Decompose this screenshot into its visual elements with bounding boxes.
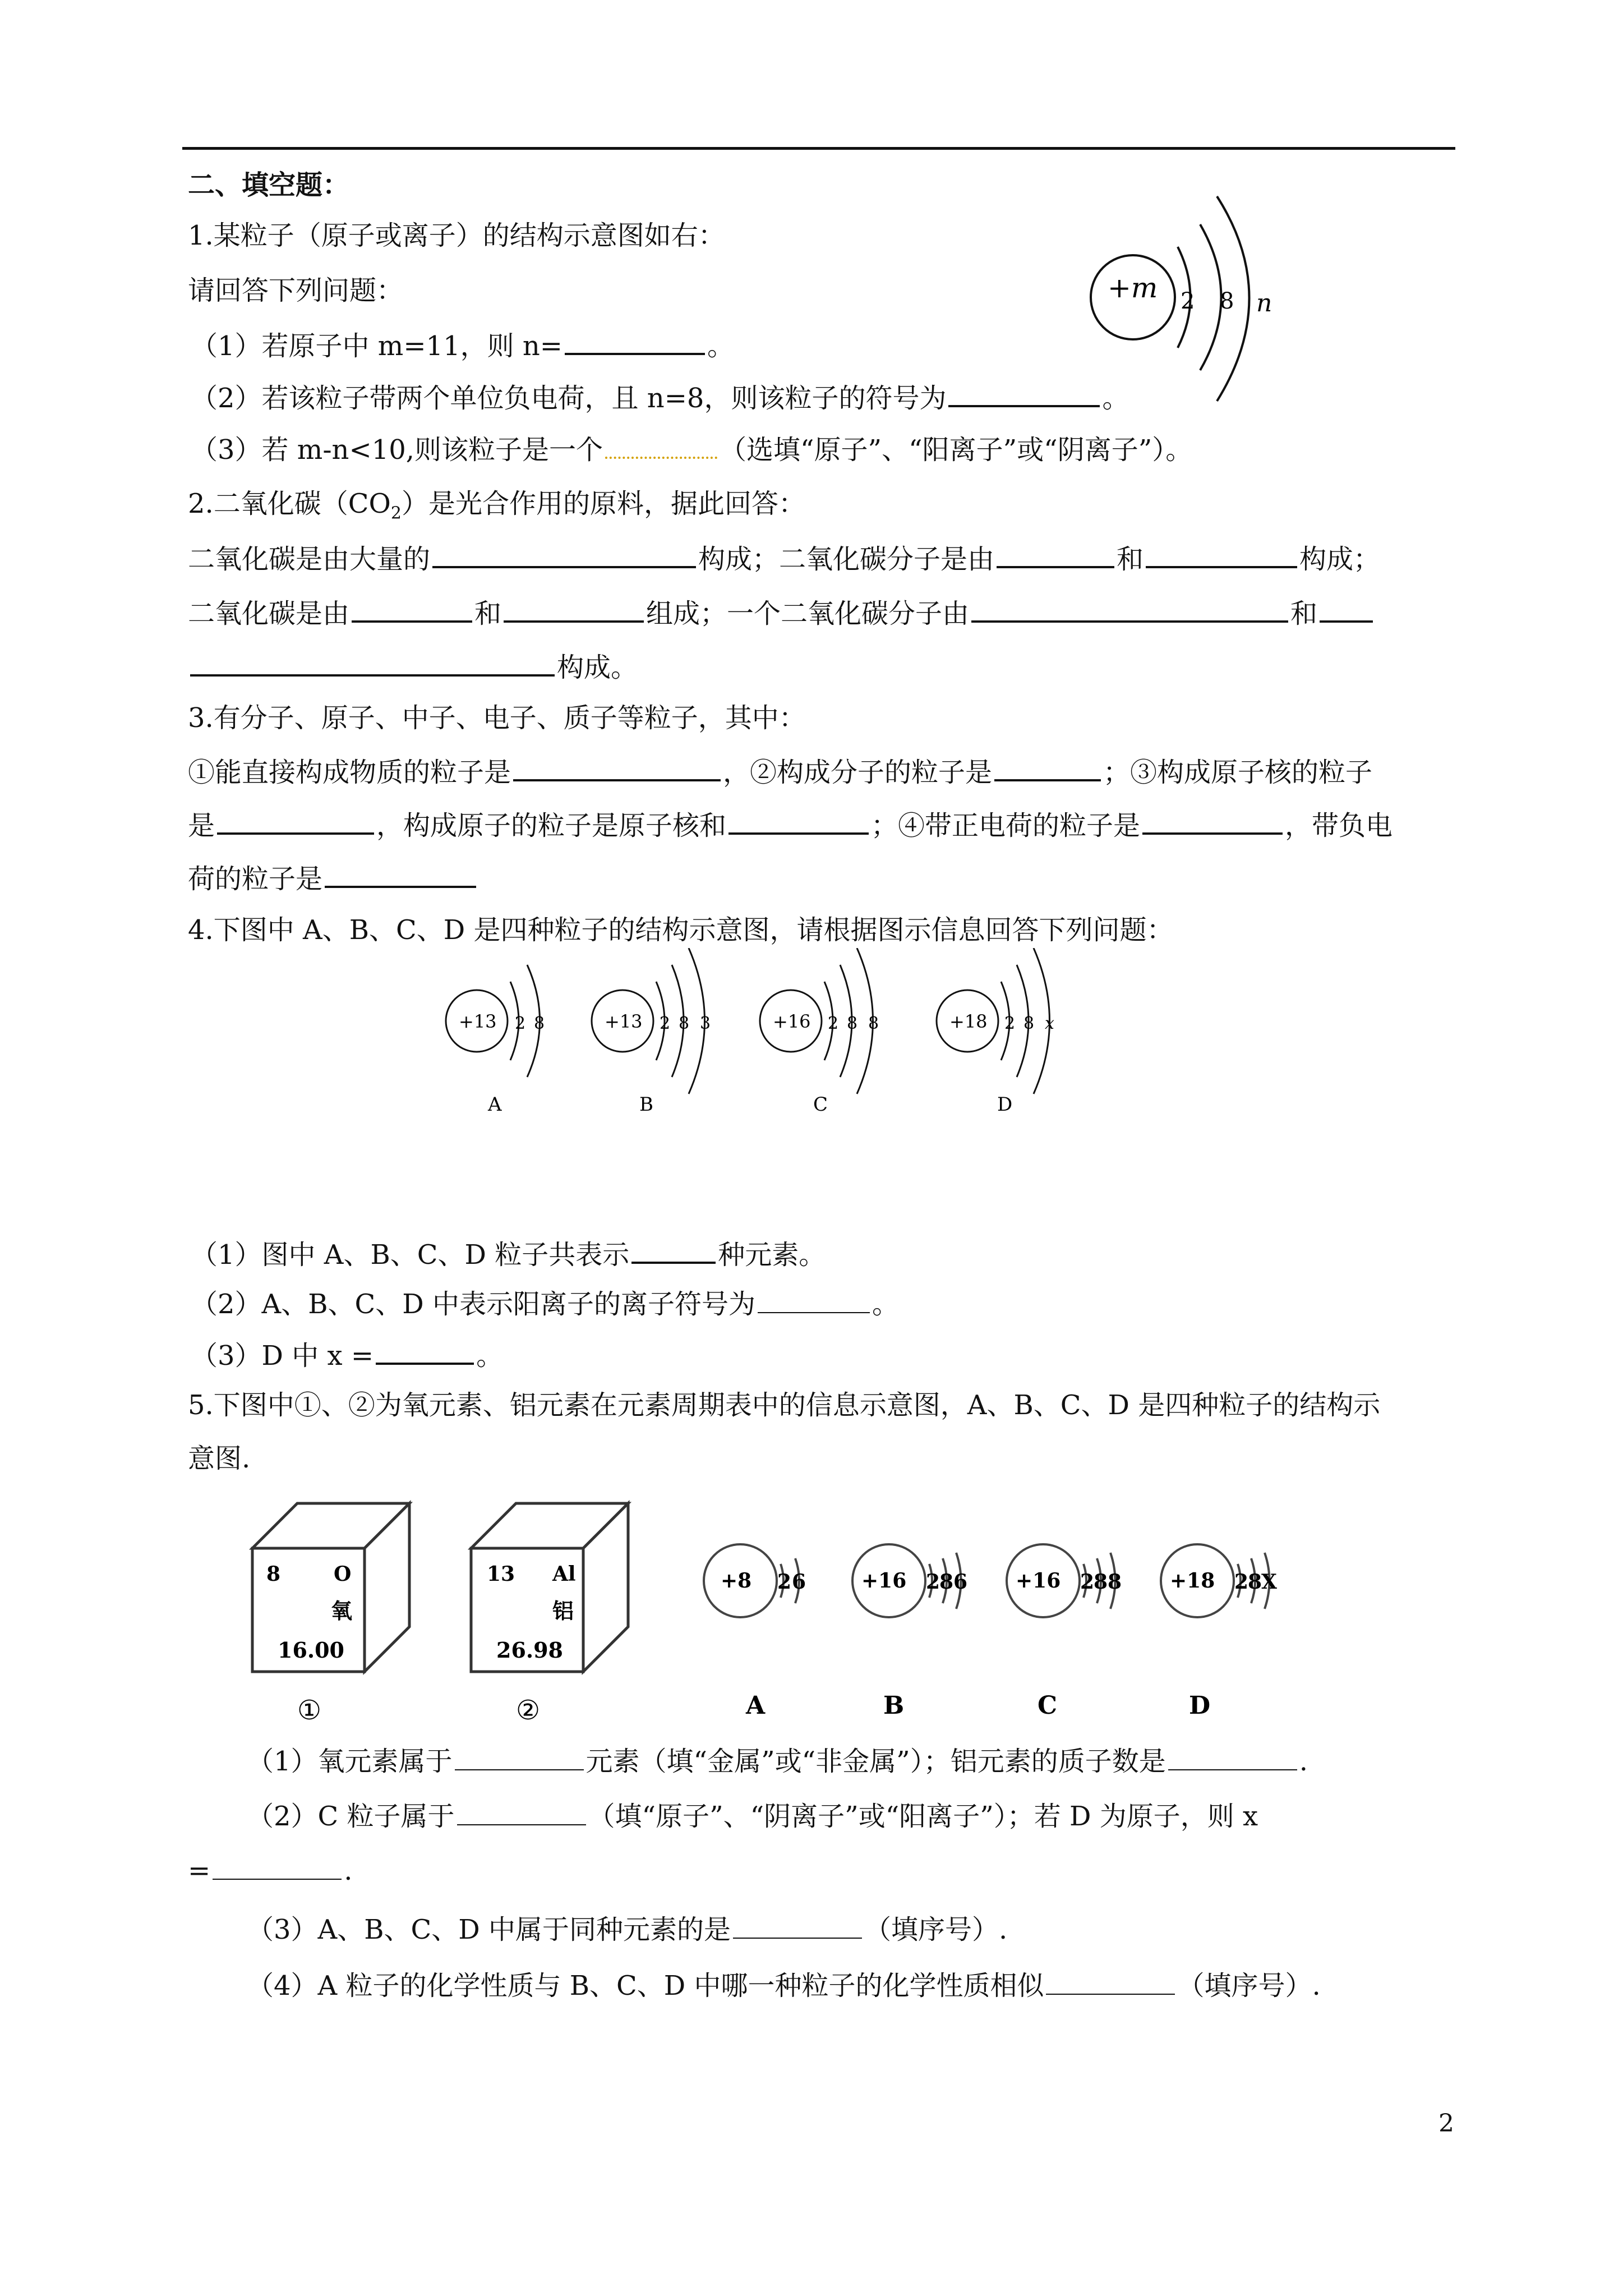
- q5-intro-line1: 5.下图中①、②为氧元素、铝元素在元素周期表中的信息示意图，A、B、C、D 是四种粒子的结构示: [188, 1389, 1381, 1421]
- svg-text:x: x: [1045, 1014, 1054, 1033]
- q3-intro: 3.有分子、原子、中子、电子、质子等粒子，其中：: [188, 702, 806, 734]
- q5-particle-b: [852, 1544, 967, 1720]
- q5-particle-a: [704, 1544, 806, 1720]
- q5-particle-c: [1007, 1544, 1122, 1720]
- q5-part4: （4）A 粒子的化学性质与 B、C、D 中哪一种粒子的化学性质相似 （填序号）.: [247, 1970, 1321, 2001]
- q1-prompt: 请回答下列问题：: [188, 275, 404, 306]
- svg-text:8: 8: [534, 1014, 545, 1033]
- answer-blank[interactable]: [352, 596, 472, 623]
- svg-text:2: 2: [515, 1014, 526, 1033]
- page-number: 2: [1438, 2109, 1454, 2138]
- svg-text:O: O: [334, 1562, 352, 1586]
- answer-blank[interactable]: [217, 808, 374, 835]
- q4-part1: （1）图中 A、B、C、D 粒子共表示 种元素。: [191, 1237, 826, 1272]
- svg-text:②: ②: [516, 1695, 541, 1726]
- svg-text:8: 8: [1108, 1570, 1122, 1594]
- q5-part2-cont: = .: [188, 1855, 353, 1887]
- svg-text:Al: Al: [552, 1562, 576, 1586]
- answer-blank[interactable]: [631, 1237, 716, 1264]
- answer-blank[interactable]: [432, 541, 696, 568]
- q5-diagrams: [236, 1492, 1357, 1728]
- q3-line3: 荷的粒子是: [188, 861, 478, 896]
- q3-line1: ①能直接构成物质的粒子是 ，②构成分子的粒子是 ；③构成原子核的粒子: [188, 754, 1372, 789]
- q2-line2: 二氧化碳是由 和 组成；一个二氧化碳分子由 和: [188, 596, 1375, 631]
- q4-particle-d: [937, 948, 1054, 1116]
- answer-blank[interactable]: [1168, 1745, 1297, 1770]
- svg-text:8: 8: [266, 1562, 281, 1586]
- svg-text:2: 2: [926, 1570, 940, 1594]
- svg-text:+18: +18: [1170, 1569, 1215, 1593]
- svg-text:2: 2: [1004, 1014, 1016, 1033]
- section-title: 二、填空题：: [188, 169, 350, 201]
- svg-text:C: C: [813, 1093, 828, 1116]
- svg-text:3: 3: [700, 1014, 711, 1033]
- q5-part1: （1）氧元素属于 元素（填“金属”或“非金属”）；铝元素的质子数是 .: [247, 1746, 1308, 1777]
- svg-text:氧: 氧: [331, 1598, 353, 1623]
- svg-text:+13: +13: [605, 1011, 643, 1032]
- answer-blank[interactable]: [504, 596, 644, 623]
- shell-arc: [1200, 224, 1221, 370]
- svg-text:8: 8: [1023, 1014, 1035, 1033]
- q4-intro: 4.下图中 A、B、C、D 是四种粒子的结构示意图，请根据图示信息回答下列问题：: [188, 914, 1174, 946]
- svg-text:+16: +16: [773, 1011, 811, 1032]
- svg-text:B: B: [639, 1093, 653, 1116]
- answer-blank[interactable]: [971, 596, 1288, 623]
- svg-text:C: C: [1038, 1691, 1058, 1720]
- answer-blank[interactable]: [605, 432, 717, 459]
- answer-blank[interactable]: [948, 380, 1100, 407]
- svg-text:8: 8: [679, 1014, 690, 1033]
- svg-text:+18: +18: [949, 1011, 988, 1032]
- answer-blank[interactable]: [733, 1913, 862, 1939]
- periodic-cell-aluminum: [471, 1503, 628, 1726]
- q1-intro: 1.某粒子（原子或离子）的结构示意图如右：: [188, 220, 725, 251]
- answer-blank[interactable]: [728, 808, 869, 835]
- svg-text:B: B: [883, 1691, 905, 1720]
- q1-atom-diagram: [1082, 185, 1329, 421]
- q2-intro: 2.二氧化碳$(CO_2)$是光合作用的原料，据此回答：: [188, 488, 805, 523]
- svg-text:2: 2: [777, 1570, 792, 1594]
- svg-text:2: 2: [1234, 1570, 1249, 1594]
- svg-text:8: 8: [868, 1014, 879, 1033]
- svg-text:2: 2: [828, 1014, 839, 1033]
- answer-blank[interactable]: [457, 1800, 586, 1825]
- answer-blank[interactable]: [994, 754, 1101, 781]
- q4-particle-diagrams: [432, 948, 1105, 1133]
- q2-line3: 构成。: [188, 650, 638, 684]
- answer-blank[interactable]: [997, 541, 1114, 568]
- answer-blank[interactable]: [1320, 596, 1373, 623]
- svg-text:8: 8: [847, 1014, 858, 1033]
- answer-blank[interactable]: [190, 650, 555, 677]
- answer-blank[interactable]: [1146, 541, 1297, 568]
- svg-text:铝: 铝: [552, 1598, 574, 1623]
- answer-blank[interactable]: [213, 1854, 342, 1880]
- nucleus-charge: +m: [1108, 272, 1158, 304]
- answer-blank[interactable]: [325, 861, 476, 888]
- q1-part1: （1）若原子中 m=11，则 n= 。: [191, 328, 734, 363]
- svg-text:16.00: 16.00: [278, 1637, 344, 1663]
- q2-line1: 二氧化碳是由大量的 构成；二氧化碳分子是由 和 构成；: [188, 541, 1380, 576]
- periodic-cell-oxygen: [252, 1503, 409, 1726]
- q5-part2: （2）C 粒子属于 （填“原子”、“阴离子”或“阳离子”）；若 D 为原子，则 x: [247, 1801, 1258, 1832]
- svg-text:X: X: [1261, 1570, 1277, 1594]
- svg-text:D: D: [1189, 1691, 1211, 1720]
- svg-text:13: 13: [487, 1562, 515, 1586]
- answer-blank[interactable]: [455, 1745, 584, 1770]
- q4-particle-c: [760, 948, 879, 1116]
- svg-text:6: 6: [792, 1570, 806, 1594]
- q1-part2: （2）若该粒子带两个单位负电荷，且 n=8，则该粒子的符号为 。: [191, 380, 1129, 415]
- svg-text:26.98: 26.98: [496, 1637, 563, 1663]
- svg-text:D: D: [997, 1093, 1013, 1116]
- answer-blank[interactable]: [565, 328, 705, 355]
- q4-particle-a: [446, 965, 545, 1116]
- svg-text:A: A: [488, 1093, 502, 1116]
- svg-text:A: A: [746, 1691, 766, 1720]
- answer-blank[interactable]: [1046, 1969, 1175, 1995]
- svg-text:8: 8: [1248, 1570, 1262, 1594]
- svg-text:8: 8: [939, 1570, 954, 1594]
- header-rule: [182, 147, 1455, 150]
- answer-blank[interactable]: [513, 754, 721, 781]
- svg-text:+16: +16: [861, 1569, 907, 1593]
- svg-text:8: 8: [1094, 1570, 1108, 1594]
- q4-part3: （3）D 中 x = 。: [191, 1338, 503, 1373]
- svg-text:2: 2: [660, 1014, 671, 1033]
- svg-text:+8: +8: [721, 1569, 752, 1593]
- q5-intro-line2: 意图.: [188, 1443, 251, 1474]
- q1-part3: （3）若 m-n<10,则该粒子是一个 （选填“原子”、“阳离子”或“阴离子”）。: [191, 432, 1192, 467]
- svg-text:2: 2: [1080, 1570, 1095, 1594]
- q3-line2: 是 ，构成原子的粒子是原子核和 ；④带正电荷的粒子是 ，带负电: [188, 808, 1393, 843]
- answer-blank[interactable]: [758, 1287, 870, 1313]
- answer-blank[interactable]: [1142, 808, 1283, 835]
- q4-particle-b: [592, 948, 711, 1116]
- q5-part3: （3）A、B、C、D 中属于同种元素的是 （填序号）.: [247, 1914, 1008, 1945]
- svg-text:①: ①: [297, 1695, 322, 1726]
- shell-electrons: n: [1256, 289, 1272, 318]
- answer-blank[interactable]: [376, 1338, 474, 1365]
- svg-text:+13: +13: [459, 1011, 497, 1032]
- q4-part2: （2）A、B、C、D 中表示阳离子的离子符号为 。: [191, 1289, 899, 1320]
- q5-particle-d: [1161, 1544, 1277, 1720]
- svg-text:6: 6: [953, 1570, 968, 1594]
- shell-electrons: 2: [1181, 288, 1195, 314]
- svg-text:+16: +16: [1016, 1569, 1061, 1593]
- shell-electrons: 8: [1220, 288, 1234, 314]
